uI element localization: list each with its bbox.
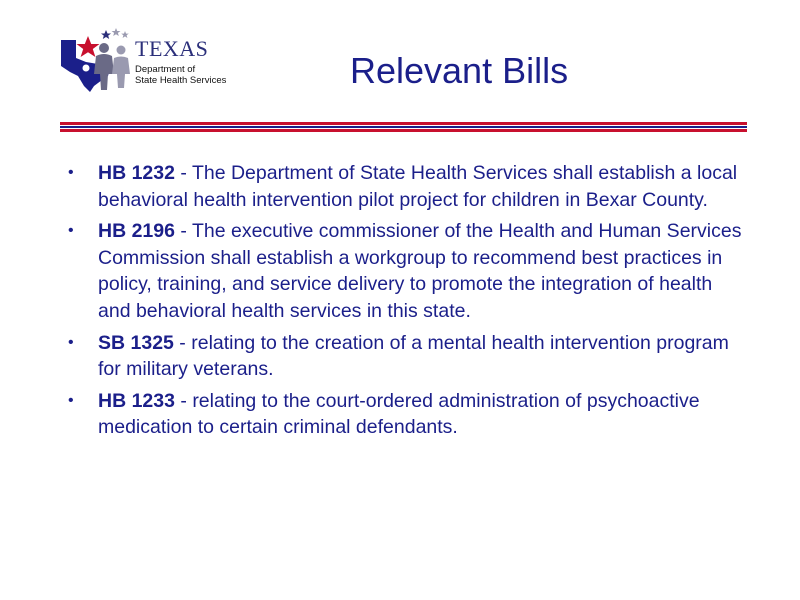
bill-number: SB 1325 (98, 331, 174, 354)
bill-number: HB 1233 (98, 389, 175, 412)
bill-list (68, 160, 748, 446)
bill-item (68, 330, 748, 383)
title-rule-red-bottom (60, 129, 747, 132)
bill-number: HB 2196 (98, 220, 175, 243)
bill-separator: - (174, 162, 192, 184)
bill-separator: - (173, 331, 192, 354)
bullet-dot-icon: • (68, 164, 74, 181)
bill-description: relating to the court-ordered administration of psychoactive medication to certain criminal defendants. (98, 389, 700, 439)
logo-department-line: Department of (135, 64, 196, 75)
bullet-dot-icon: • (68, 391, 74, 409)
slide-title: Relevant Bills (350, 50, 569, 91)
dshs-logo (58, 28, 238, 94)
bill-description: The Department of State Health Services shall establish a local behavioral health intervention pilot project for children in Bexar County. (98, 162, 738, 211)
bill-item (68, 160, 748, 213)
logo-text (135, 38, 226, 86)
bill-number: HB 1232 (98, 162, 175, 184)
bill-separator: - (174, 220, 192, 243)
bill-description: relating to the creation of a mental health intervention program for military veterans. (98, 331, 729, 381)
bill-separator: - (174, 389, 193, 412)
title-rule-blue (60, 126, 747, 128)
logo-agency-line: State Health Services (135, 75, 227, 86)
bullet-dot-icon: • (68, 222, 74, 240)
title-rule-red-top (60, 122, 747, 125)
bill-item (68, 218, 748, 324)
bullet-dot-icon: • (68, 333, 74, 351)
logo-texas-word: TEXAS (135, 36, 209, 61)
bill-item (68, 388, 748, 441)
bill-description: The executive commissioner of the Health and Human Services Commission shall establish a workgroup to recommend best practices in policy, training, and service delivery to promote the integration of health and behavioral health services in this state. (98, 220, 742, 322)
texas-people-logo-icon (58, 28, 136, 94)
